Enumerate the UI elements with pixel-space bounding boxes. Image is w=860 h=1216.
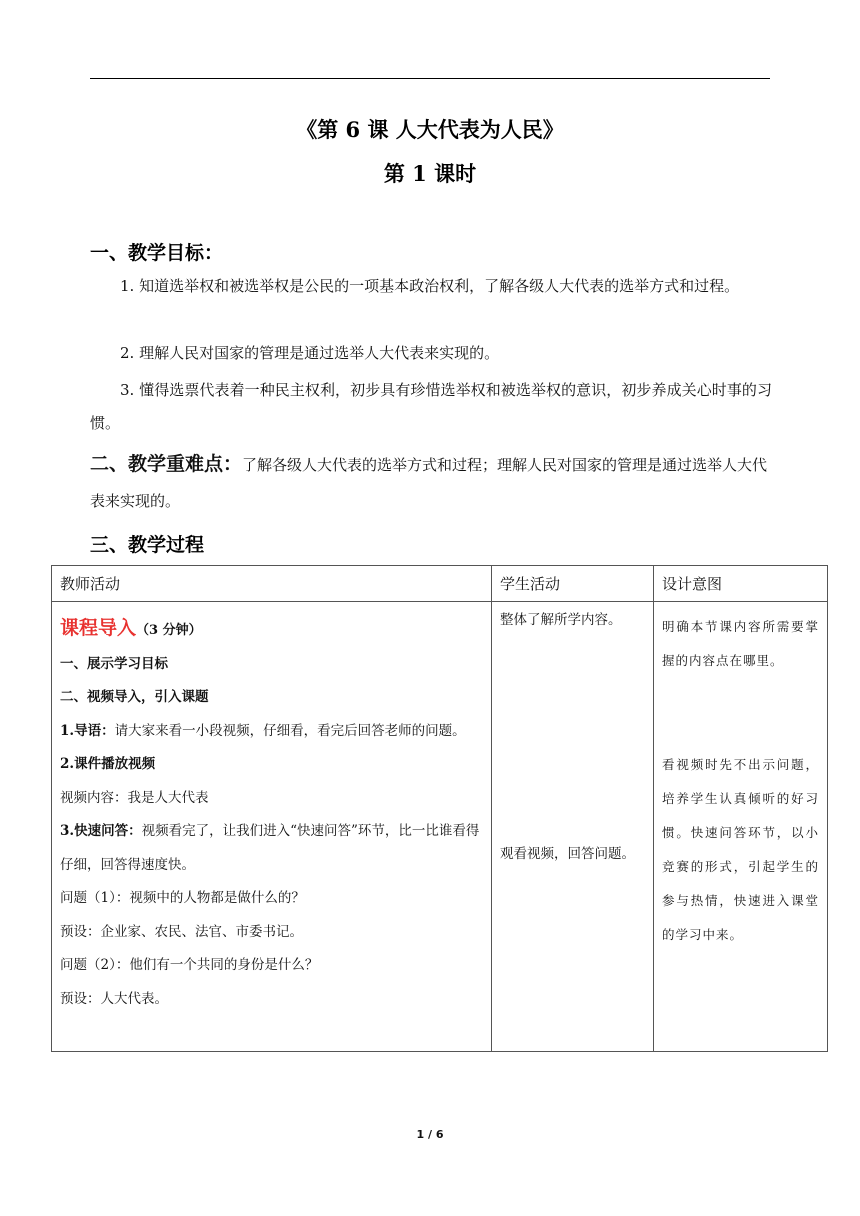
guide-label: 1.导语： — [60, 722, 115, 739]
quick-text: 视频看完了，让我们进入“快速问答”环节，比一比谁看得仔细，回答得速度快。 — [60, 823, 480, 873]
header-student-activity: 学生活动 — [492, 566, 654, 602]
answer-2: 预设：人大代表。 — [60, 990, 168, 1007]
teacher-activity-cell — [52, 602, 492, 1052]
objective-1 — [90, 270, 772, 303]
student-activity-cell — [492, 602, 654, 1052]
design-intent-2: 看视频时先不出示问题，培养学生认真倾听的好习惯。快速问答环节，以小竞赛的形式，引起学生的参与热情，快速进入课堂的学习中来。 — [662, 757, 819, 942]
student-activity-2: 观看视频，回答问题。 — [500, 846, 635, 862]
objective-3 — [90, 374, 772, 440]
lesson-subtitle: 第 1 课时 — [383, 161, 477, 186]
header-teacher-activity: 教师活动 — [52, 566, 492, 602]
guide-text: 请大家来看一小段视频，仔细看，看完后回答老师的问题。 — [114, 722, 466, 739]
table-row — [52, 602, 828, 1052]
objective-2-text: 2. 理解人民对国家的管理是通过选举人大代表来实现的。 — [120, 344, 500, 362]
keypoints-text: 了解各级人大代表的选举方式和过程；理解人民对国家的管理是通过选举人大代表来实现的。 — [90, 456, 768, 510]
process-heading: 三、教学过程 — [90, 534, 205, 556]
quick-label: 3.快速问答： — [60, 823, 142, 839]
quick-line — [60, 815, 483, 882]
video-label: 2.课件播放视频 — [60, 756, 156, 772]
table-header-row — [52, 566, 828, 602]
guide-line — [60, 715, 483, 749]
answer-1: 预设：企业家、农民、法官、市委书记。 — [60, 923, 303, 940]
keypoints — [90, 446, 780, 519]
design-intent-cell — [654, 602, 828, 1052]
item-show-objectives: 一、展示学习目标 — [60, 655, 168, 672]
keypoints-heading: 二、教学重难点： — [90, 453, 243, 475]
objectives-heading: 一、教学目标： — [90, 242, 224, 264]
question-2: 问题（2）：他们有一个共同的身份是什么？ — [60, 957, 319, 973]
item-video-intro: 二、视频导入，引入课题 — [60, 689, 209, 705]
intro-duration: （3 分钟） — [136, 623, 202, 638]
question-1: 问题（1）：视频中的人物都是做什么的？ — [60, 890, 305, 906]
intro-line — [60, 612, 483, 648]
intro-title: 课程导入 — [60, 617, 137, 639]
teaching-process-table — [51, 565, 828, 1052]
objective-2 — [90, 337, 772, 370]
objective-1-text: 1. 知道选举权和被选举权是公民的一项基本政治权利，了解各级人大代表的选举方式和过程。 — [120, 277, 740, 295]
video-content: 视频内容：我是人大代表 — [60, 789, 209, 806]
header-design-intent: 设计意图 — [654, 566, 828, 602]
lesson-title: 《第 6 课 人大代表为人民》 — [296, 117, 564, 142]
objective-3-text: 3. 懂得选票代表着一种民主权利，初步具有珍惜选举权和被选举权的意识，初步养成关心时事的习惯。 — [90, 381, 772, 432]
student-activity-1: 整体了解所学内容。 — [500, 612, 622, 628]
page-number: 1 / 6 — [416, 1128, 444, 1141]
header-rule — [90, 78, 770, 79]
design-intent-1: 明确本节课内容所需要掌握的内容点在哪里。 — [662, 619, 819, 668]
